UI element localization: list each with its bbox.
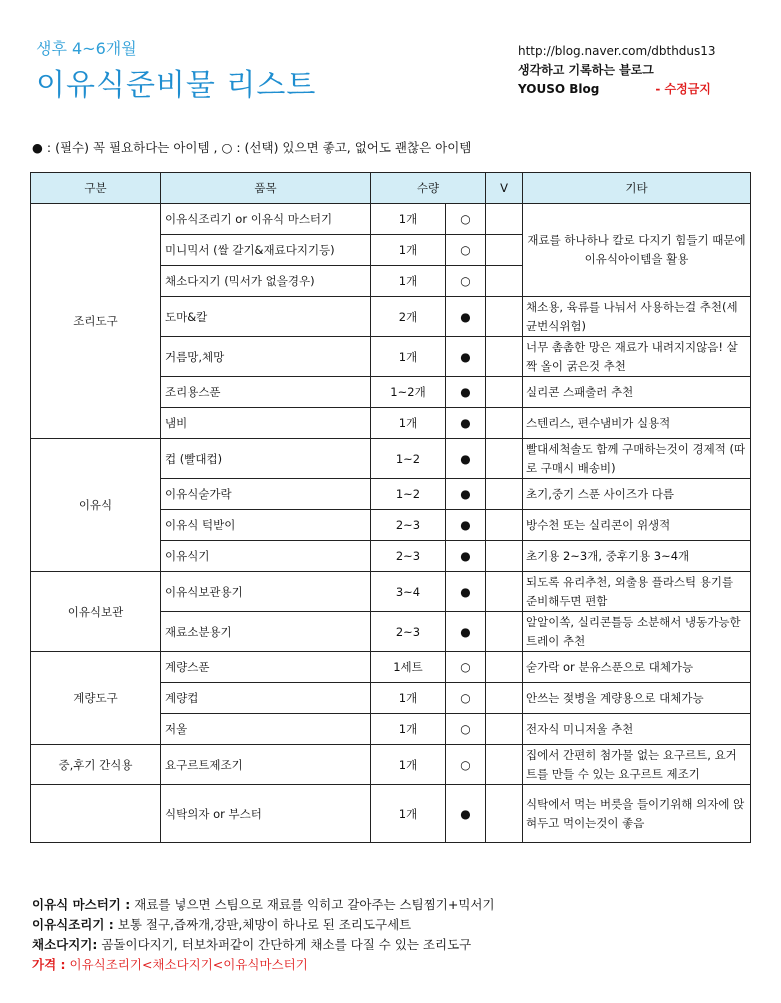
qty-cell: 1세트	[371, 652, 446, 683]
mark-cell: ●	[446, 479, 486, 510]
footnote-desc: 곰돌이다지기, 터보차퍼같이 간단하게 채소를 다질 수 있는 조리도구	[97, 937, 472, 952]
note-cell: 빨대세척솔도 함께 구매하는것이 경제적 (따로 구매시 배송비)	[523, 439, 751, 479]
item-cell: 냄비	[161, 408, 371, 439]
item-cell: 조리용스푼	[161, 377, 371, 408]
note-cell: 숟가락 or 분유스푼으로 대체가능	[523, 652, 751, 683]
check-cell[interactable]	[486, 479, 523, 510]
category-cell: 계량도구	[31, 652, 161, 745]
header-check: V	[486, 173, 523, 204]
warning-label: - 수정금지	[655, 82, 711, 96]
item-cell: 요구르트제조기	[161, 745, 371, 785]
note-cell: 재료를 하나하나 칼로 다지기 힘들기 때문에 이유식아이템을 활용	[523, 204, 751, 297]
check-cell[interactable]	[486, 297, 523, 337]
category-cell	[31, 785, 161, 843]
qty-cell: 2~3	[371, 541, 446, 572]
item-cell: 재료소분용기	[161, 612, 371, 652]
table-row	[31, 204, 751, 235]
mark-cell: ●	[446, 785, 486, 843]
item-cell: 미니믹서 (쌀 갈기&재료다지기등)	[161, 235, 371, 266]
note-cell: 알알이쏙, 실리콘틀등 소분해서 냉동가능한 트레이 추천	[523, 612, 751, 652]
qty-cell: 1개	[371, 204, 446, 235]
note-cell: 스텐리스, 편수냄비가 실용적	[523, 408, 751, 439]
check-cell[interactable]	[486, 652, 523, 683]
footnote-desc: 재료를 넣으면 스팀으로 재료를 익히고 갈아주는 스팀찜기+믹서기	[130, 897, 495, 912]
check-cell[interactable]	[486, 266, 523, 297]
qty-cell: 1개	[371, 266, 446, 297]
legend: ● : (필수) 꼭 필요하다는 아이템 , ○ : (선택) 있으면 좋고, 없어도 괜찮은 아이템	[32, 140, 472, 155]
blog-name: YOUSO Blog	[518, 82, 600, 96]
footnote-term: 이유식 마스터기 :	[32, 897, 131, 912]
mark-cell: ○	[446, 266, 486, 297]
footnote-desc: 보통 절구,즙짜개,강판,체망이 하나로 된 조리도구세트	[113, 917, 412, 932]
table-row	[31, 785, 751, 843]
check-cell[interactable]	[486, 612, 523, 652]
table-row	[31, 652, 751, 683]
mark-cell: ●	[446, 541, 486, 572]
check-cell[interactable]	[486, 683, 523, 714]
item-cell: 채소다지기 (믹서가 없을경우)	[161, 266, 371, 297]
header-item: 품목	[161, 173, 371, 204]
footnote-term: 가격 :	[32, 957, 66, 972]
mark-cell: ●	[446, 408, 486, 439]
item-cell: 이유식보관용기	[161, 572, 371, 612]
category-cell: 중,후기 간식용	[31, 745, 161, 785]
item-cell: 도마&칼	[161, 297, 371, 337]
blog-info	[518, 42, 716, 99]
check-cell[interactable]	[486, 572, 523, 612]
note-cell: 채소용, 육류를 나눠서 사용하는걸 추천(세균번식위험)	[523, 297, 751, 337]
mark-cell: ●	[446, 439, 486, 479]
category-cell: 조리도구	[31, 204, 161, 439]
note-cell: 안쓰는 젖병을 계량용으로 대체가능	[523, 683, 751, 714]
footnote-desc: 이유식조리기<채소다지기<이유식마스터기	[65, 957, 308, 972]
page-subtitle: 생후 4~6개월	[36, 39, 137, 58]
note-cell: 초기용 2~3개, 중후기용 3~4개	[523, 541, 751, 572]
header-note: 기타	[523, 173, 751, 204]
mark-cell: ●	[446, 337, 486, 377]
qty-cell: 1~2	[371, 439, 446, 479]
mark-cell: ○	[446, 714, 486, 745]
mark-cell: ○	[446, 235, 486, 266]
item-cell: 계량스푼	[161, 652, 371, 683]
note-cell: 방수천 또는 실리콘이 위생적	[523, 510, 751, 541]
table-row	[31, 745, 751, 785]
footnote-term: 채소다지기:	[32, 937, 98, 952]
check-cell[interactable]	[486, 337, 523, 377]
item-cell: 거름망,체망	[161, 337, 371, 377]
mark-cell: ●	[446, 297, 486, 337]
blog-tagline: 생각하고 기록하는 블로그	[518, 63, 654, 77]
qty-cell: 1개	[371, 337, 446, 377]
footnote-price	[32, 955, 495, 975]
qty-cell: 1~2	[371, 479, 446, 510]
checklist-table	[30, 172, 751, 843]
check-cell[interactable]	[486, 235, 523, 266]
table-row	[31, 439, 751, 479]
mark-cell: ●	[446, 612, 486, 652]
table-row	[31, 572, 751, 612]
qty-cell: 1개	[371, 785, 446, 843]
item-cell: 저울	[161, 714, 371, 745]
item-cell: 계량컵	[161, 683, 371, 714]
mark-cell: ○	[446, 652, 486, 683]
check-cell[interactable]	[486, 541, 523, 572]
qty-cell: 2개	[371, 297, 446, 337]
qty-cell: 1개	[371, 714, 446, 745]
item-cell: 이유식조리기 or 이유식 마스터기	[161, 204, 371, 235]
mark-cell: ●	[446, 377, 486, 408]
item-cell: 이유식 턱받이	[161, 510, 371, 541]
mark-cell: ○	[446, 204, 486, 235]
note-cell: 전자식 미니저울 추천	[523, 714, 751, 745]
item-cell: 식탁의자 or 부스터	[161, 785, 371, 843]
mark-cell: ●	[446, 572, 486, 612]
mark-cell: ●	[446, 510, 486, 541]
header-category: 구분	[31, 173, 161, 204]
note-cell: 집에서 간편히 첨가물 없는 요구르트, 요거트를 만들 수 있는 요구르트 제조기	[523, 745, 751, 785]
item-cell: 컵 (빨대컵)	[161, 439, 371, 479]
header-qty: 수량	[371, 173, 486, 204]
note-cell: 되도록 유리추천, 외출용 플라스틱 용기를 준비해두면 편함	[523, 572, 751, 612]
qty-cell: 1개	[371, 408, 446, 439]
qty-cell: 1개	[371, 235, 446, 266]
table-header-row	[31, 173, 751, 204]
qty-cell: 2~3	[371, 612, 446, 652]
footnotes	[32, 895, 495, 975]
footnote	[32, 895, 495, 915]
mark-cell: ○	[446, 745, 486, 785]
category-cell: 이유식	[31, 439, 161, 572]
qty-cell: 2~3	[371, 510, 446, 541]
mark-cell: ○	[446, 683, 486, 714]
qty-cell: 1~2개	[371, 377, 446, 408]
qty-cell: 1개	[371, 683, 446, 714]
qty-cell: 1개	[371, 745, 446, 785]
note-cell: 식탁에서 먹는 버릇을 들이기위해 의자에 앉혀두고 먹이는것이 좋음	[523, 785, 751, 843]
category-cell: 이유식보관	[31, 572, 161, 652]
check-cell[interactable]	[486, 745, 523, 785]
item-cell: 이유식기	[161, 541, 371, 572]
qty-cell: 3~4	[371, 572, 446, 612]
page-title: 이유식준비물 리스트	[36, 68, 317, 103]
item-cell: 이유식숟가락	[161, 479, 371, 510]
note-cell: 너무 촘촘한 망은 재료가 내려지지않음! 살짝 올이 굵은것 추천	[523, 337, 751, 377]
check-cell[interactable]	[486, 377, 523, 408]
note-cell: 실리콘 스패출러 추천	[523, 377, 751, 408]
footnote	[32, 915, 495, 935]
check-cell[interactable]	[486, 510, 523, 541]
check-cell[interactable]	[486, 439, 523, 479]
check-cell[interactable]	[486, 408, 523, 439]
check-cell[interactable]	[486, 785, 523, 843]
blog-url[interactable]: http://blog.naver.com/dbthdus13	[518, 44, 716, 58]
footnote	[32, 935, 495, 955]
note-cell: 초기,중기 스푼 사이즈가 다름	[523, 479, 751, 510]
footnote-term: 이유식조리기 :	[32, 917, 114, 932]
check-cell[interactable]	[486, 204, 523, 235]
check-cell[interactable]	[486, 714, 523, 745]
